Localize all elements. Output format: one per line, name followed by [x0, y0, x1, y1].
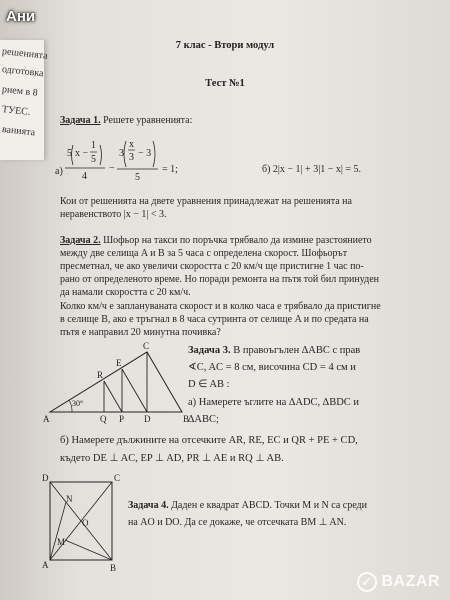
task4-text: Даден е квадрат ABCD. Точки M и N са среди: [171, 500, 367, 511]
eq-a-part: 4: [82, 171, 87, 182]
eq-a-tail: = 1;: [162, 164, 178, 175]
label-d: D: [42, 473, 49, 483]
label-q: Q: [100, 414, 107, 424]
eq-a-part: 5: [67, 148, 72, 159]
task1-instruction: Решете уравненията:: [103, 115, 193, 126]
task2-line: между две селища A и B за 5 часа с определена скорост. Шофьорът: [60, 248, 348, 259]
task1-label: Задача 1.: [60, 115, 101, 126]
label-b: B: [110, 563, 117, 572]
label-c: C: [143, 341, 150, 351]
page-title: 7 клас - Втори модул: [175, 40, 275, 51]
task4-label: Задача 4.: [128, 500, 169, 511]
label-n: N: [66, 494, 73, 504]
eq-a-prefix: а): [55, 166, 63, 177]
task3-line: [188, 345, 360, 358]
label-b: B: [183, 414, 190, 424]
eq-a-part: 1: [91, 140, 96, 151]
task1-heading: [60, 115, 192, 128]
paren: [100, 145, 102, 165]
task2-line: рано от определеното време. Но поради ремонта на пътя той бил принуден: [60, 274, 379, 285]
paren: [124, 141, 126, 167]
watermark-logo: [357, 572, 441, 592]
label-m: M: [57, 537, 66, 547]
eq-a-part: 3: [119, 148, 124, 159]
angle-label: 30°: [72, 399, 84, 408]
task1-equation-a: [55, 133, 255, 183]
task2-label: Задача 2.: [60, 235, 101, 246]
label-a: A: [42, 560, 49, 570]
task1-equation-b: б) 2|x − 1| + 3|1 − x| = 5.: [262, 164, 361, 175]
task3-part-b: където DE ⊥ AC, EP ⊥ AD, PR ⊥ AE и RQ ⊥ AB.: [60, 453, 284, 464]
eq-a-part: 5: [135, 172, 140, 183]
strip-text: решенията: [1, 46, 49, 62]
label-c: C: [114, 473, 121, 483]
check-icon: ✓: [357, 572, 377, 592]
task2-line: пресметнал, че ако увеличи скоростта с 20 км/ч ще пристигне 1 час по-: [60, 261, 364, 272]
task4-square-figure: [40, 472, 125, 572]
task2-line: пътя е направил 20 минутна почивка?: [60, 327, 221, 338]
task3-line: ∢C, AC = 8 см, височина CD = 4 см и: [188, 362, 356, 373]
user-badge: Ани: [6, 8, 36, 25]
segment-de: [122, 369, 147, 412]
eq-a-part: 3: [129, 152, 134, 163]
task1-question-2: неравенството |x − 1| < 3.: [60, 209, 167, 220]
task1-question-1: Кои от решенията на двете уравнения принадлежат на решенията на: [60, 196, 352, 207]
strip-text: ванията: [1, 124, 36, 139]
task2-line: Колко км/ч е заплануваната скорост и в колко часа е трябвало да пристигне: [60, 301, 381, 312]
left-adjacent-page: [0, 40, 49, 160]
label-r: R: [97, 370, 104, 380]
test-title: Тест №1: [205, 78, 245, 89]
task2-line: [60, 235, 372, 248]
label-e: E: [116, 358, 122, 368]
eq-a-part: 5: [91, 154, 96, 165]
strip-text: одготовка: [1, 64, 44, 80]
logo-text: BAZAR: [381, 573, 440, 590]
strip-text: рием в 8: [1, 84, 39, 99]
task3-line: D ∈ AB :: [188, 379, 230, 390]
strip-text: ТУЕС.: [1, 104, 31, 118]
label-p: P: [119, 414, 125, 424]
label-a: A: [43, 414, 50, 424]
task4-line: [128, 500, 367, 513]
label-d: D: [144, 414, 151, 424]
eq-a-part: x −: [75, 148, 89, 159]
segment-pr: [104, 381, 122, 412]
task3-triangle-figure: [42, 340, 192, 425]
task2-text: Шофьор на такси по поръчка трябвало да измине разстоянието: [103, 235, 372, 246]
task3-line: ∆ABC;: [188, 414, 219, 425]
task3-text: В правоъгълен ∆ABC с прав: [233, 345, 361, 356]
segment-an: [50, 502, 66, 560]
label-o: O: [82, 518, 89, 528]
task4-line: на AO и DO. Да се докаже, че отсечката BM ⊥ AN.: [128, 517, 347, 528]
eq-a-part: −: [109, 163, 115, 174]
task2-line: да намали скоростта с 20 км/ч.: [60, 287, 191, 298]
eq-a-part: − 3: [138, 148, 152, 159]
task3-label: Задача 3.: [188, 345, 231, 356]
segment-bm: [65, 540, 112, 560]
task3-line: а) Намерете ъглите на ∆ADC, ∆BDC и: [188, 397, 360, 408]
paren: [153, 141, 155, 167]
task2-line: в селище B, ако е тръгнал в 8 часа сутринта от селище A и по средата на: [60, 314, 369, 325]
task3-part-b: б) Намерете дължините на отсечките AR, RE, EC и QR + PE + CD,: [60, 435, 358, 446]
eq-a-part: x: [129, 139, 134, 150]
